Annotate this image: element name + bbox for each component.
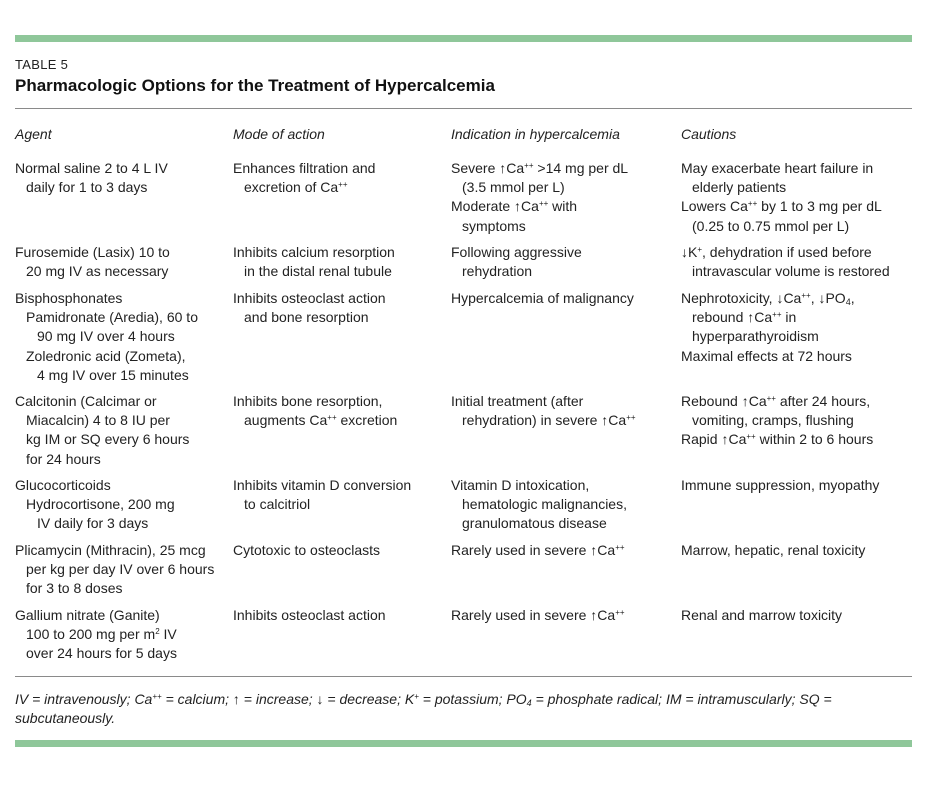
cell-line: Normal saline 2 to 4 L IV [15,160,168,176]
cell-line: IV daily for 3 days [37,515,149,532]
cell-line: Inhibits calcium resorption [233,244,395,260]
cell-agent [15,289,198,385]
cell-line: rehydration [462,263,533,280]
cell-line: 4 mg IV over 15 minutes [37,366,189,383]
cell-cautions [681,159,882,236]
cell-line: Moderate ↑Ca++ with [451,198,578,215]
cell-indication [451,159,628,236]
cell-line: Zoledronic acid (Zometa), [26,347,186,364]
cell-agent [15,606,177,664]
cell-mode [233,159,375,197]
cell-line: Cytotoxic to osteoclasts [233,542,381,558]
cell-line: Lowers Ca++ by 1 to 3 mg per dL [681,198,882,215]
cell-indication [451,606,625,625]
cell-line: Renal and marrow toxicity [681,607,843,623]
cell-line: Gallium nitrate (Ganite) [15,607,160,623]
cell-indication [451,243,582,281]
cell-line: for 3 to 8 doses [26,580,123,597]
cell-line: per kg per day IV over 6 hours [26,561,215,578]
cell-line: Bisphosphonates [15,290,123,306]
cell-line: Following aggressive [451,244,582,260]
cell-line: Glucocorticoids [15,477,111,493]
cell-line: Rarely used in severe ↑Ca++ [451,542,625,558]
cell-line: excretion of Ca++ [244,179,348,196]
cell-line: 90 mg IV over 4 hours [37,328,175,345]
cell-line: Rarely used in severe ↑Ca++ [451,607,625,623]
cell-line: 100 to 200 mg per $m^2$ IV [26,626,177,643]
header-rule [15,108,912,109]
cell-line: hyperparathyroidism [692,328,819,345]
cell-cautions [681,243,890,281]
cell-line: in the distal renal tubule [244,263,392,280]
cell-line: rebound ↑Ca++ in [692,309,797,326]
bottom-accent-bar [15,740,912,747]
cell-cautions [681,392,873,450]
cell-line: Severe ↑Ca++ >14 mg per dL [451,160,629,176]
cell-line: Miacalcin) 4 to 8 IU per [26,412,170,429]
cell-line: Immune suppression, myopathy [681,477,880,493]
header-agent: Agent [15,126,52,142]
cell-mode [233,243,395,281]
header-cautions: Cautions [681,126,737,142]
cell-line: May exacerbate heart failure in [681,160,874,176]
cell-indication [451,541,625,560]
cell-line: Calcitonin (Calcimar or [15,393,157,409]
cell-line: Inhibits vitamin D conversion [233,477,412,493]
cell-mode [233,606,386,625]
cell-line: hematologic malignancies, [462,496,627,513]
header-mode: Mode of action [233,126,325,142]
cell-mode [233,476,411,514]
cell-indication [451,392,636,430]
cell-line: vomiting, cramps, flushing [692,412,854,429]
cell-line: intravascular volume is restored [692,263,890,280]
cell-agent [15,541,214,599]
cell-line: rehydration) in severe ↑Ca++ [462,412,636,429]
cell-cautions [681,476,879,495]
cell-line: Plicamycin (Mithracin), 25 mcg [15,542,206,558]
cell-agent [15,243,170,281]
header-indication: Indication in hypercalcemia [451,126,620,142]
cell-line: (0.25 to 0.75 mmol per L) [692,217,850,234]
cell-line: elderly patients [692,179,787,196]
cell-line: Nephrotoxicity, ↓Ca++, $↓PO_4$, [681,290,855,307]
cell-line: daily for 1 to 3 days [26,179,148,196]
cell-line: (3.5 mmol per L) [462,179,565,196]
table-footnote: IV = intravenously; Ca++ = calcium; ↑ = increase; ↓ = decrease; K+ = potassium; $PO_4$ = phosphate radical; IM = intramuscularly; SQ = subcutaneously. [15,691,832,726]
cell-line: Inhibits osteoclast action [233,290,386,306]
cell-agent [15,159,168,197]
cell-line: granulomatous disease [462,515,607,532]
footer-rule [15,676,912,677]
cell-line: Rapid ↑Ca++ within 2 to 6 hours [681,431,874,448]
cell-indication [451,289,634,308]
cell-line: symptoms [462,217,526,234]
cell-line: Hydrocortisone, 200 mg [26,496,175,513]
cell-line: Maximal effects at 72 hours [681,347,852,364]
top-accent-bar [15,35,912,42]
cell-line: to calcitriol [244,496,311,513]
cell-line: Inhibits bone resorption, [233,393,383,409]
cell-cautions [681,289,855,366]
cell-agent [15,476,175,534]
cell-cautions [681,606,842,625]
cell-line: 20 mg IV as necessary [26,263,169,280]
cell-line: Initial treatment (after [451,393,584,409]
cell-mode [233,541,380,560]
cell-mode [233,392,397,430]
table-label: TABLE 5 [15,57,69,72]
cell-line: and bone resorption [244,309,369,326]
cell-line: kg IM or SQ every 6 hours [26,431,190,448]
cell-line: for 24 hours [26,450,101,467]
cell-line: Enhances filtration and [233,160,376,176]
cell-line: ↓K+, dehydration if used before [681,244,872,260]
table-title: Pharmacologic Options for the Treatment of Hypercalcemia [15,76,495,95]
cell-line: Vitamin D intoxication, [451,477,590,493]
cell-line: augments Ca++ excretion [244,412,398,429]
cell-line: Hypercalcemia of malignancy [451,290,634,306]
cell-line: Rebound ↑Ca++ after 24 hours, [681,393,871,409]
cell-agent [15,392,189,469]
cell-line: Pamidronate (Aredia), 60 to [26,309,198,326]
cell-indication [451,476,627,534]
cell-line: over 24 hours for 5 days [26,645,177,662]
cell-mode [233,289,386,327]
cell-line: Furosemide (Lasix) 10 to [15,244,170,260]
cell-cautions [681,541,865,560]
cell-line: Inhibits osteoclast action [233,607,386,623]
cell-line: Marrow, hepatic, renal toxicity [681,542,866,558]
